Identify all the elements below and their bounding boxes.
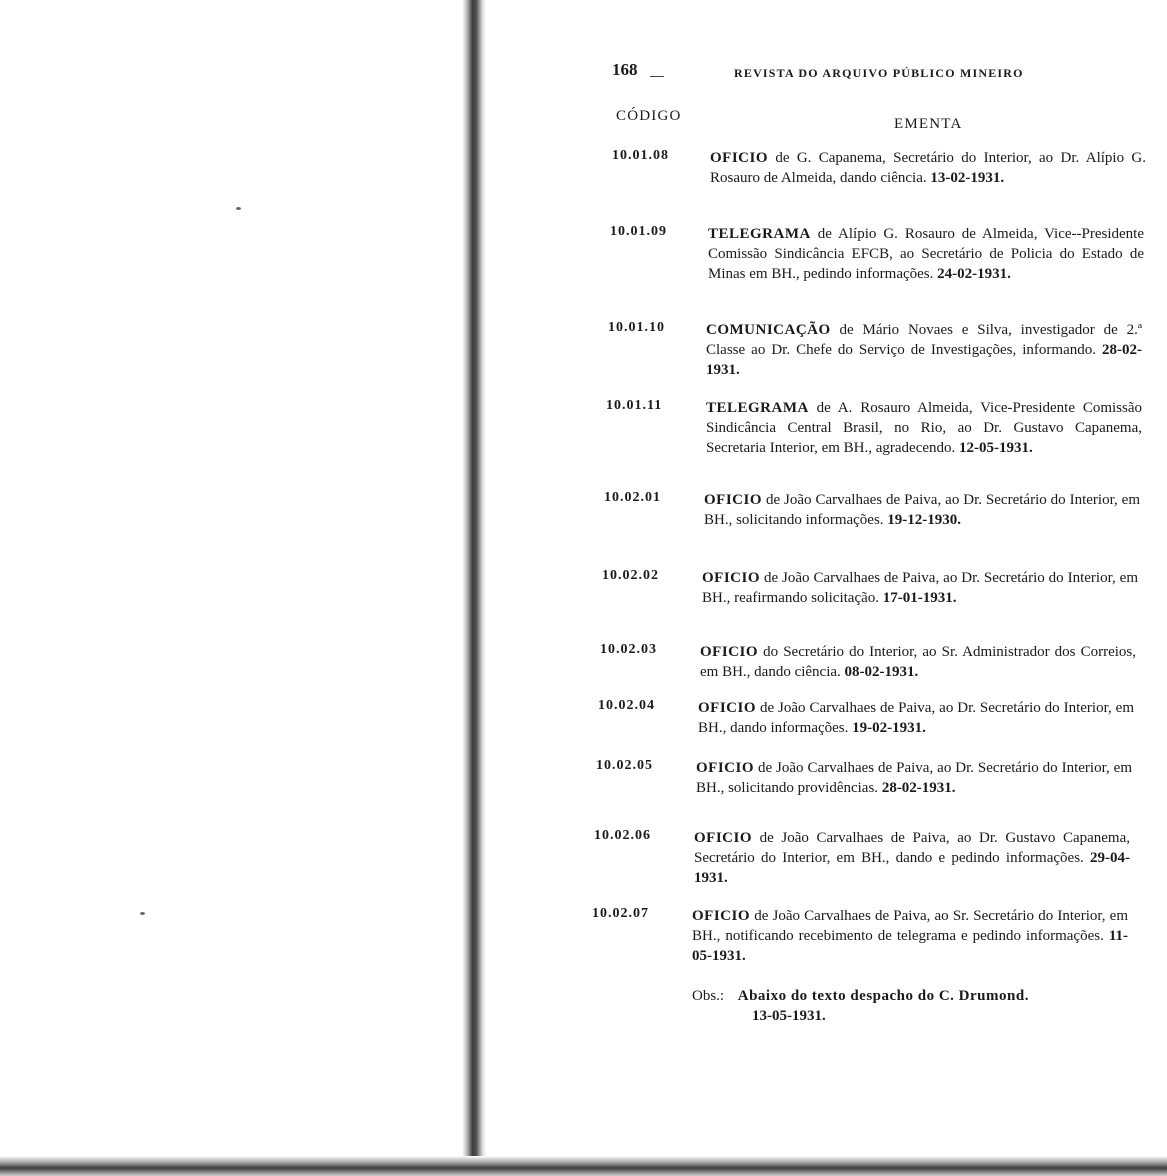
entry-summary — [696, 758, 1132, 798]
entry-date: 08-02-1931. — [844, 664, 919, 680]
entry-document-type: OFICIO — [704, 492, 763, 508]
page-bottom-edge — [0, 1156, 1167, 1176]
entry-code: 10.02.06 — [594, 828, 651, 843]
scan-speck — [236, 207, 241, 210]
entry-summary — [692, 906, 1128, 966]
entry-document-type: OFICIO — [698, 700, 757, 716]
observation-text: Abaixo do texto despacho do C. Drumond. — [737, 988, 1029, 1004]
entry-date: 29-04-1931. — [694, 850, 1131, 886]
book-spine-shadow — [462, 0, 486, 1176]
entry-description: de João Carvalhaes de Paiva, ao Dr. Secretário do Interior, em BH., solicitando providências. — [696, 760, 1132, 796]
entry-description: de João Carvalhaes de Paiva, ao Dr. Secretário do Interior, em BH., solicitando informações. — [704, 492, 1140, 528]
entry-date: 17-01-1931. — [882, 590, 957, 606]
entry-document-type: OFICIO — [694, 830, 753, 846]
entry-summary — [704, 490, 1140, 530]
entry-description: de João Carvalhaes de Paiva, ao Dr. Secretário do Interior, em BH., dando informações. — [698, 700, 1134, 736]
entry-summary — [706, 398, 1142, 458]
entry-summary — [710, 148, 1146, 188]
page-header — [612, 60, 1032, 84]
entry-summary — [698, 698, 1134, 738]
entry-code: 10.01.08 — [612, 148, 669, 163]
running-title: REVISTA DO ARQUIVO PÚBLICO MINEIRO — [734, 66, 1024, 80]
entry-document-type: OFICIO — [710, 150, 769, 166]
entry-description: de G. Capanema, Secretário do Interior, ao Dr. Alípio G. Rosauro de Almeida, dando ciência. — [710, 150, 1146, 186]
entry-code: 10.02.03 — [600, 642, 657, 657]
entry-summary — [702, 568, 1138, 608]
entry-description: de Alípio G. Rosauro de Almeida, Vice--Presidente Comissão Sindicância EFCB, ao Secretário de Policia do Estado de Minas em BH., pedindo informações. — [708, 226, 1144, 282]
entry-date: 12-05-1931. — [959, 440, 1033, 456]
entry-summary — [700, 642, 1136, 682]
entry-code: 10.02.07 — [592, 906, 649, 921]
entry-description: de João Carvalhaes de Paiva, ao Dr. Secretário do Interior, em BH., reafirmando solicitação. — [702, 570, 1138, 606]
entry-date: 28-02-1931. — [706, 342, 1143, 378]
column-heading-summary: EMENTA — [894, 116, 963, 132]
entry-date: 11-05-1931. — [692, 928, 1129, 964]
entry-document-type: COMUNICAÇÃO — [706, 322, 831, 338]
entry-summary — [694, 828, 1130, 888]
entry-description: de A. Rosauro Almeida, Vice-Presidente Comissão Sindicância Central Brasil, no Rio, ao Dr. Gustavo Capanema, Secretaria Interior, em BH., agradecendo. — [706, 400, 1142, 456]
entry-document-type: OFICIO — [692, 908, 751, 924]
entry-code: 10.01.11 — [606, 398, 663, 413]
entry-date: 24-02-1931. — [937, 266, 1011, 282]
column-heading-code: CÓDIGO — [616, 108, 682, 124]
observation-note — [692, 986, 1132, 1026]
entry-description: de Mário Novaes e Silva, investigador de 2.ª Classe ao Dr. Chefe do Serviço de Investigações, informando. — [706, 322, 1142, 358]
observation-label: Obs.: — [692, 988, 725, 1004]
header-rule — [650, 76, 664, 77]
entry-description: de João Carvalhaes de Paiva, ao Dr. Gustavo Capanema, Secretário do Interior, em BH., dando e pedindo informações. — [694, 830, 1131, 866]
entry-document-type: OFICIO — [700, 644, 759, 660]
entry-document-type: OFICIO — [696, 760, 755, 776]
entry-description: do Secretário do Interior, ao Sr. Administrador dos Correios, em BH., dando ciência. — [700, 644, 1137, 680]
entry-summary — [706, 320, 1142, 380]
entry-code: 10.01.09 — [610, 224, 667, 239]
entry-code: 10.01.10 — [608, 320, 665, 335]
entry-summary — [708, 224, 1144, 284]
entry-description: de João Carvalhaes de Paiva, ao Sr. Secretário do Interior, em BH., notificando recebimento de telegrama e pedindo informações. — [692, 908, 1128, 944]
entry-document-type: TELEGRAMA — [708, 226, 811, 242]
entry-date: 19-02-1931. — [852, 720, 926, 736]
entry-code: 10.02.02 — [602, 568, 659, 583]
entry-document-type: OFICIO — [702, 570, 761, 586]
entry-date: 13-02-1931. — [930, 170, 1005, 186]
scan-speck — [140, 912, 145, 915]
entry-document-type: TELEGRAMA — [706, 400, 809, 416]
entry-code: 10.02.05 — [596, 758, 653, 773]
entry-date: 28-02-1931. — [881, 780, 956, 796]
observation-date: 13-05-1931. — [752, 1008, 826, 1024]
entry-code: 10.02.01 — [604, 490, 661, 505]
entry-date: 19-12-1930. — [887, 512, 962, 528]
entry-code: 10.02.04 — [598, 698, 655, 713]
page-number: 168 — [612, 60, 638, 79]
